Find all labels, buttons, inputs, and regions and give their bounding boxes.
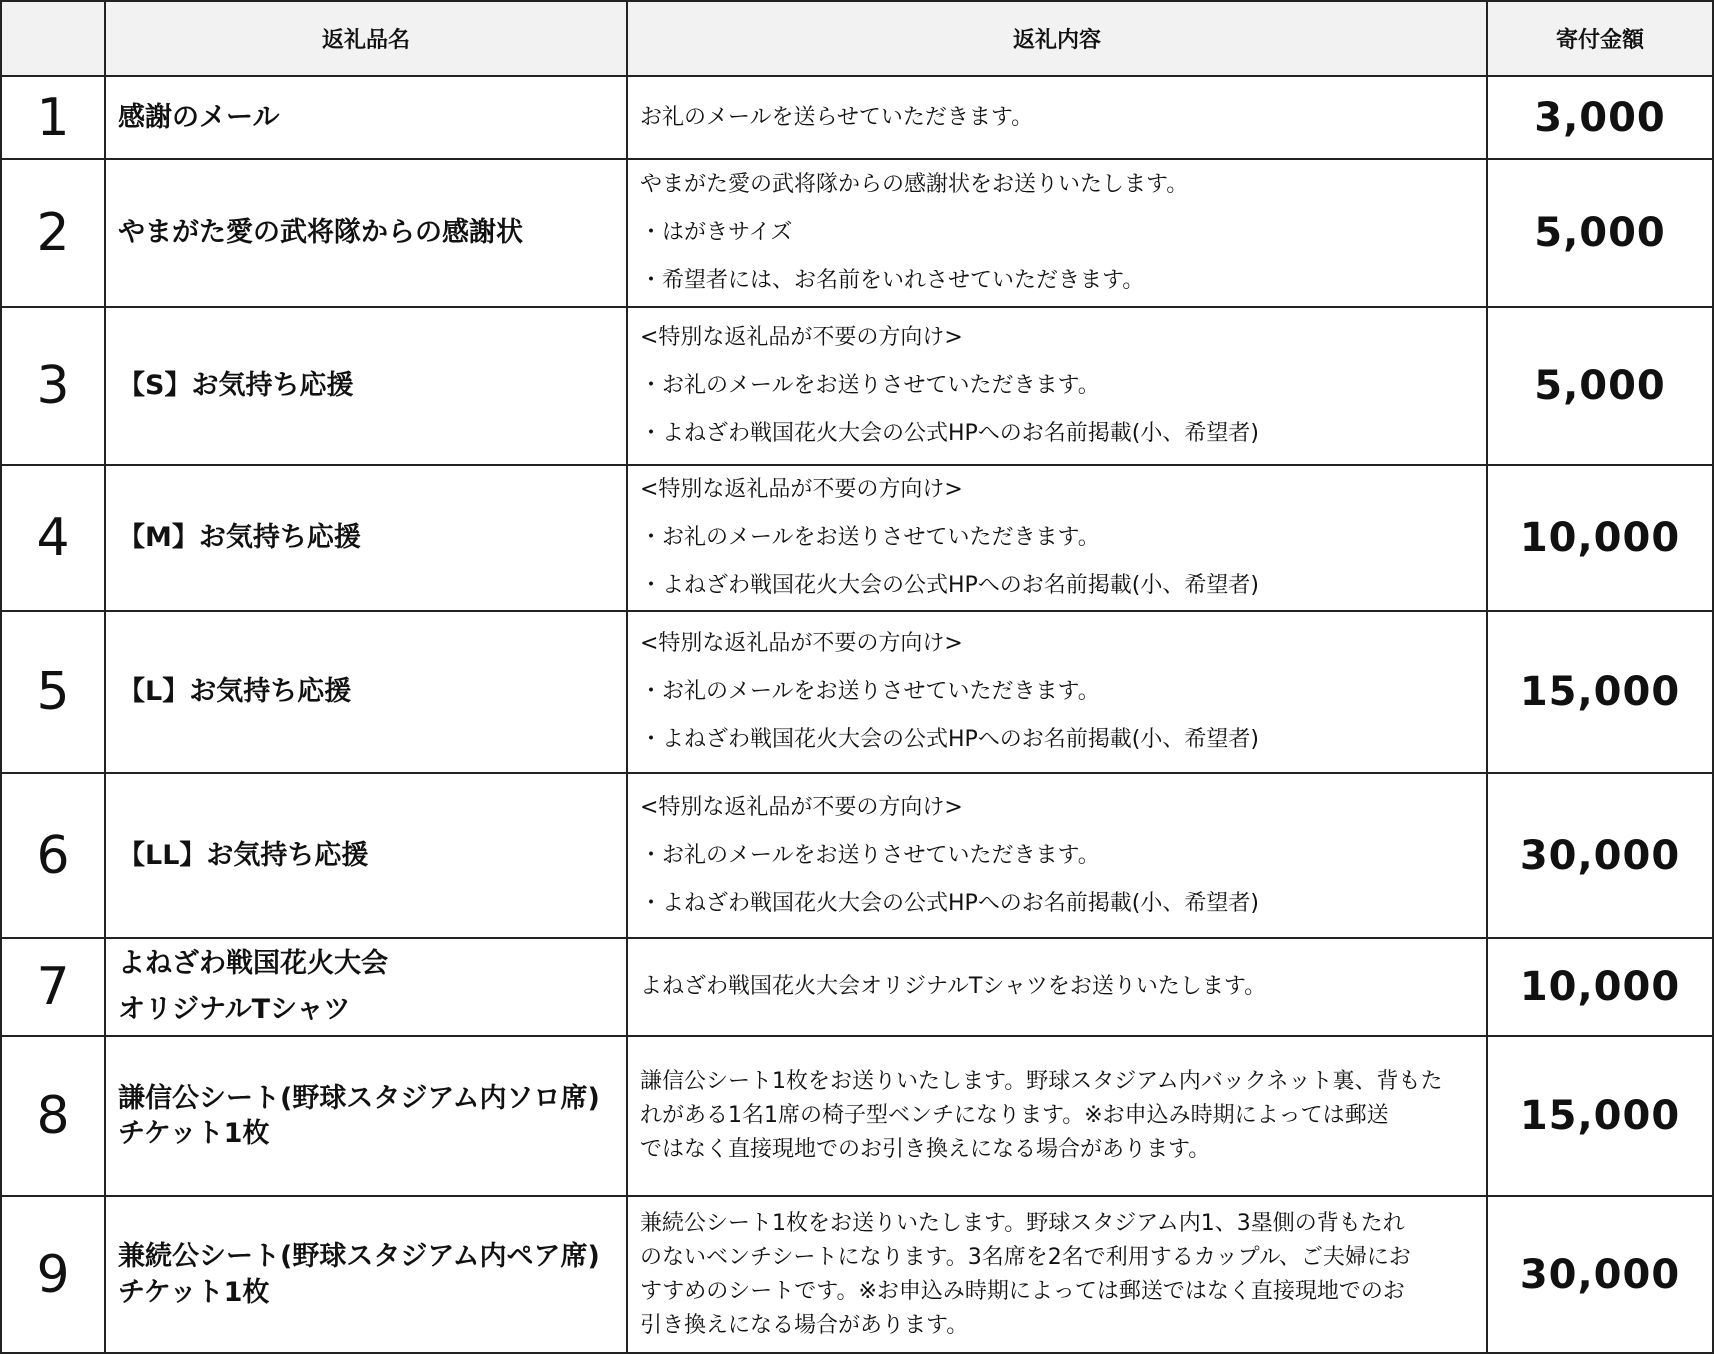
gift-content [627,938,1487,1036]
content-line: よねざわ戦国花火大会オリジナルTシャツをお送りいたします。 [640,974,1267,999]
content-line: ・よねざわ戦国花火大会の公式HPへのお名前掲載(小、希望者) [640,890,1259,916]
row-number: 9 [1,1196,105,1353]
gift-name-line: 【M】お気持ち応援 [118,522,361,554]
content-line: 兼続公シート1枚をお送りいたします。野球スタジアム内1、3塁側の背もたれ [640,1210,1405,1236]
content-line: ・よねざわ戦国花火大会の公式HPへのお名前掲載(小、希望者) [640,727,1259,752]
table-body [1,76,1713,1353]
gift-content [627,307,1487,465]
gift-name [105,938,627,1036]
table-row [1,76,1713,159]
table-header [1,1,1713,76]
gift-name [105,1036,627,1196]
gift-name-line: 【L】お気持ち応援 [118,676,352,708]
content-line: お礼のメールを送らせていただきます。 [640,104,1034,130]
table-row [1,773,1713,938]
gift-name [105,76,627,159]
content-line: 引き換えになる場合があります。 [640,1312,969,1338]
gift-content [627,773,1487,938]
gift-name-line: よねざわ戦国花火大会 [118,948,388,980]
table-row [1,1196,1713,1353]
content-line: ・お礼のメールをお送りさせていただきます。 [640,679,1100,704]
donation-amount: 3,000 [1487,76,1713,159]
gift-content [627,1196,1487,1353]
row-number: 4 [1,465,105,611]
header-name: 返礼品名 [105,1,627,76]
table-row [1,465,1713,611]
content-line: <特別な返礼品が不要の方向け> [640,794,963,820]
gift-name [105,159,627,307]
gift-name-line: 感謝のメール [118,101,280,133]
donation-amount: 5,000 [1487,159,1713,307]
content-line: のないベンチシートになります。3名席を2名で利用するカップル、ご夫婦にお [640,1244,1411,1270]
donation-amount: 10,000 [1487,465,1713,611]
donation-amount: 15,000 [1487,611,1713,773]
donation-amount: 10,000 [1487,938,1713,1036]
gift-name [105,307,627,465]
table-row [1,938,1713,1036]
gift-name-line: チケット1枚 [118,1118,270,1149]
content-line: ・お礼のメールをお送りさせていただきます。 [640,525,1100,550]
content-line: 謙信公シート1枚をお送りいたします。野球スタジアム内バックネット裏、背もた [640,1069,1443,1094]
content-line: ・お礼のメールをお送りさせていただきます。 [640,373,1100,398]
gift-name-line: 【S】お気持ち応援 [118,370,354,402]
gift-name-line: やまがた愛の武将隊からの感謝状 [118,217,523,249]
header-amount: 寄付金額 [1487,1,1713,76]
content-line: <特別な返礼品が不要の方向け> [640,325,963,350]
gift-name [105,611,627,773]
content-line: ・よねざわ戦国花火大会の公式HPへのお名前掲載(小、希望者) [640,573,1259,598]
content-line: れがある1名1席の椅子型ベンチになります。※お申込み時期によっては郵送 [640,1103,1389,1128]
row-number: 8 [1,1036,105,1196]
row-number: 5 [1,611,105,773]
content-line: ではなく直接現地でのお引き換えになる場合があります。 [640,1137,1211,1162]
gift-content [627,76,1487,159]
donation-amount: 30,000 [1487,1196,1713,1353]
content-line: ・希望者には、お名前をいれさせていただきます。 [640,268,1145,293]
content-line: <特別な返礼品が不要の方向け> [640,631,963,656]
table-row [1,611,1713,773]
donation-amount: 15,000 [1487,1036,1713,1196]
donation-amount: 5,000 [1487,307,1713,465]
header-num [1,1,105,76]
gift-name-line: オリジナルTシャツ [118,994,351,1025]
row-number: 3 [1,307,105,465]
gift-content [627,611,1487,773]
donation-amount: 30,000 [1487,773,1713,938]
content-line: ・はがきサイズ [640,220,793,245]
content-line: ・よねざわ戦国花火大会の公式HPへのお名前掲載(小、希望者) [640,421,1259,446]
gift-name-line: 【LL】お気持ち応援 [118,839,369,871]
row-number: 7 [1,938,105,1036]
table-row [1,1036,1713,1196]
content-line: すすめのシートです。※お申込み時期によっては郵送ではなく直接現地でのお [640,1278,1405,1304]
gift-content [627,1036,1487,1196]
header-content: 返礼内容 [627,1,1487,76]
gift-name [105,773,627,938]
content-line: ・お礼のメールをお送りさせていただきます。 [640,842,1100,868]
content-line: <特別な返礼品が不要の方向け> [640,477,963,502]
row-number: 2 [1,159,105,307]
gift-name [105,465,627,611]
content-line: やまがた愛の武将隊からの感謝状をお送りいたします。 [640,172,1189,197]
gift-name-line: 謙信公シート(野球スタジアム内ソロ席) [118,1082,600,1114]
table-row [1,159,1713,307]
gift-content [627,159,1487,307]
gift-name-line: チケット1枚 [118,1276,270,1308]
gift-name-line: 兼続公シート(野球スタジアム内ペア席) [118,1241,600,1273]
gift-name [105,1196,627,1353]
table-row [1,307,1713,465]
row-number: 1 [1,76,105,159]
row-number: 6 [1,773,105,938]
gift-content [627,465,1487,611]
